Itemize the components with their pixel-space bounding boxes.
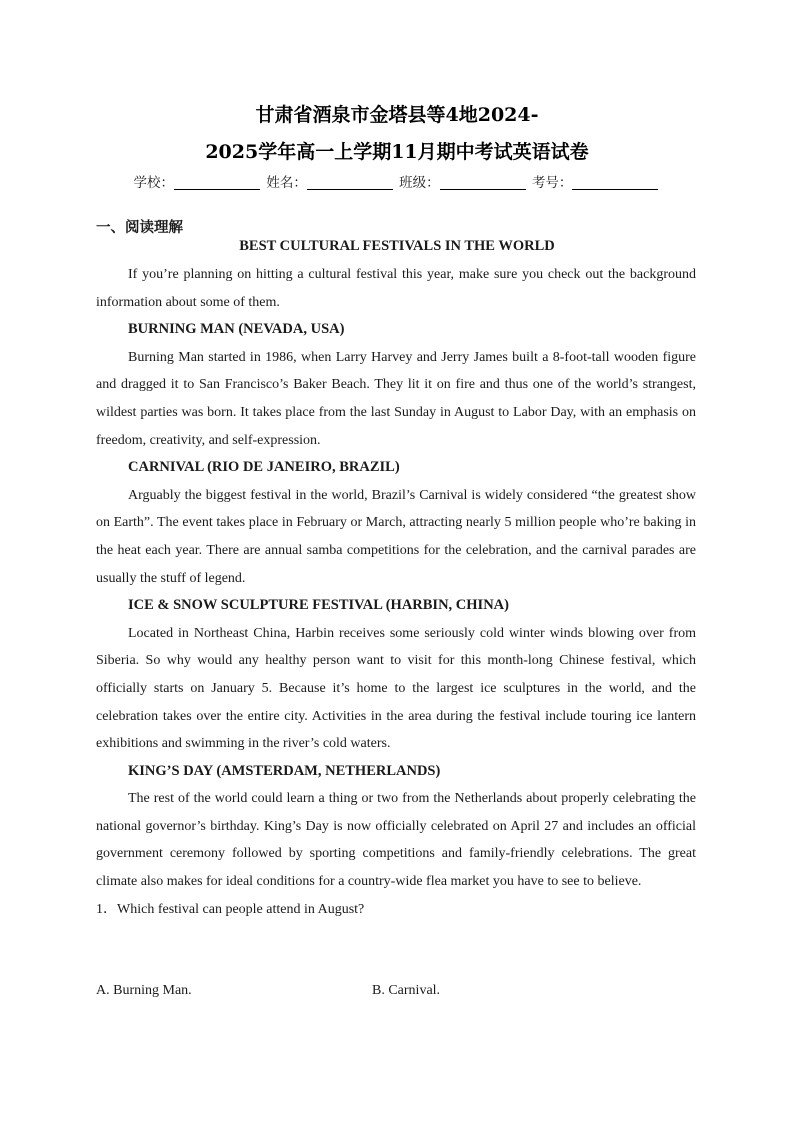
class-label: 班级： (399, 175, 440, 191)
festival-heading: ICE & SNOW SCULPTURE FESTIVAL (HARBIN, CHINA) (128, 597, 509, 614)
festival-heading: CARNIVAL (RIO DE JANEIRO, BRAZIL) (128, 459, 400, 476)
exam-title-line1: 甘肃省酒泉市金塔县等4地2024- (255, 104, 539, 126)
exam-number-label: 考号： (531, 175, 573, 191)
section-title: 一、阅读理解 (96, 220, 183, 236)
option-b[interactable]: B. Carnival. (372, 983, 441, 998)
passage-body (96, 261, 696, 923)
option-a[interactable]: A. Burning Man. (96, 983, 192, 998)
exam-title-line2: 2025学年高一上学期11月期中考试英语试卷 (205, 141, 589, 163)
festival-text: Arguably the biggest festival in the world, Brazil’s Carnival is widely considered “the greatest show on Earth”. The event takes place in February or March, attracting nearly 5 million people who’re baking in the heat each year. There are annual samba competitions for the celebration, and the carnival parades are usually the stuff of legend. (96, 487, 696, 586)
festival-text: Located in Northeast China, Harbin receives some seriously cold winter winds blowing over from Siberia. So why would any healthy person want to visit for this month-long Chinese festival, which officially starts on January 5. Because it’s home to the largest ice sculptures in the world, and the celebration takes over the entire city. Activities in the area during the festival include touring ice lantern exhibitions and swimming in the river’s cold waters. (96, 625, 696, 752)
exam-number-blank (572, 175, 658, 190)
festival-text: The rest of the world could learn a thing or two from the Netherlands about properly celebrating the national governor’s birthday. King’s Day is now officially celebrated on April 27 and includes an official government ceremony followed by sporting competitions and family-friendly celebrations. The great climate also makes for ideal conditions for a country-wide flea market you have to see to believe. (96, 791, 696, 890)
festival-heading: KING’S DAY (AMSTERDAM, NETHERLANDS) (128, 762, 441, 779)
name-blank (307, 175, 393, 190)
name-label: 姓名： (266, 175, 307, 191)
passage-title: BEST CULTURAL FESTIVALS IN THE WORLD (239, 238, 555, 254)
student-info-row (0, 171, 794, 191)
festival-text: Burning Man started in 1986, when Larry Harvey and Jerry James built a 8-foot-tall wooden figure and dragged it to San Francisco’s Baker Beach. They lit it on fire and thus one of the world’s strangest, wildest parties was born. It takes place from the last Sunday in August to Labor Day, with an emphasis on freedom, creativity, and self-expression. (96, 349, 696, 448)
festival-heading: BURNING MAN (NEVADA, USA) (128, 321, 345, 338)
question-text: 1．Which festival can people attend in August? (96, 901, 365, 917)
passage-intro: If you’re planning on hitting a cultural festival this year, make sure you check out the background information about some of them. (96, 267, 696, 310)
school-blank (174, 175, 260, 190)
school-label: 学校： (133, 175, 175, 191)
class-blank (440, 175, 526, 190)
